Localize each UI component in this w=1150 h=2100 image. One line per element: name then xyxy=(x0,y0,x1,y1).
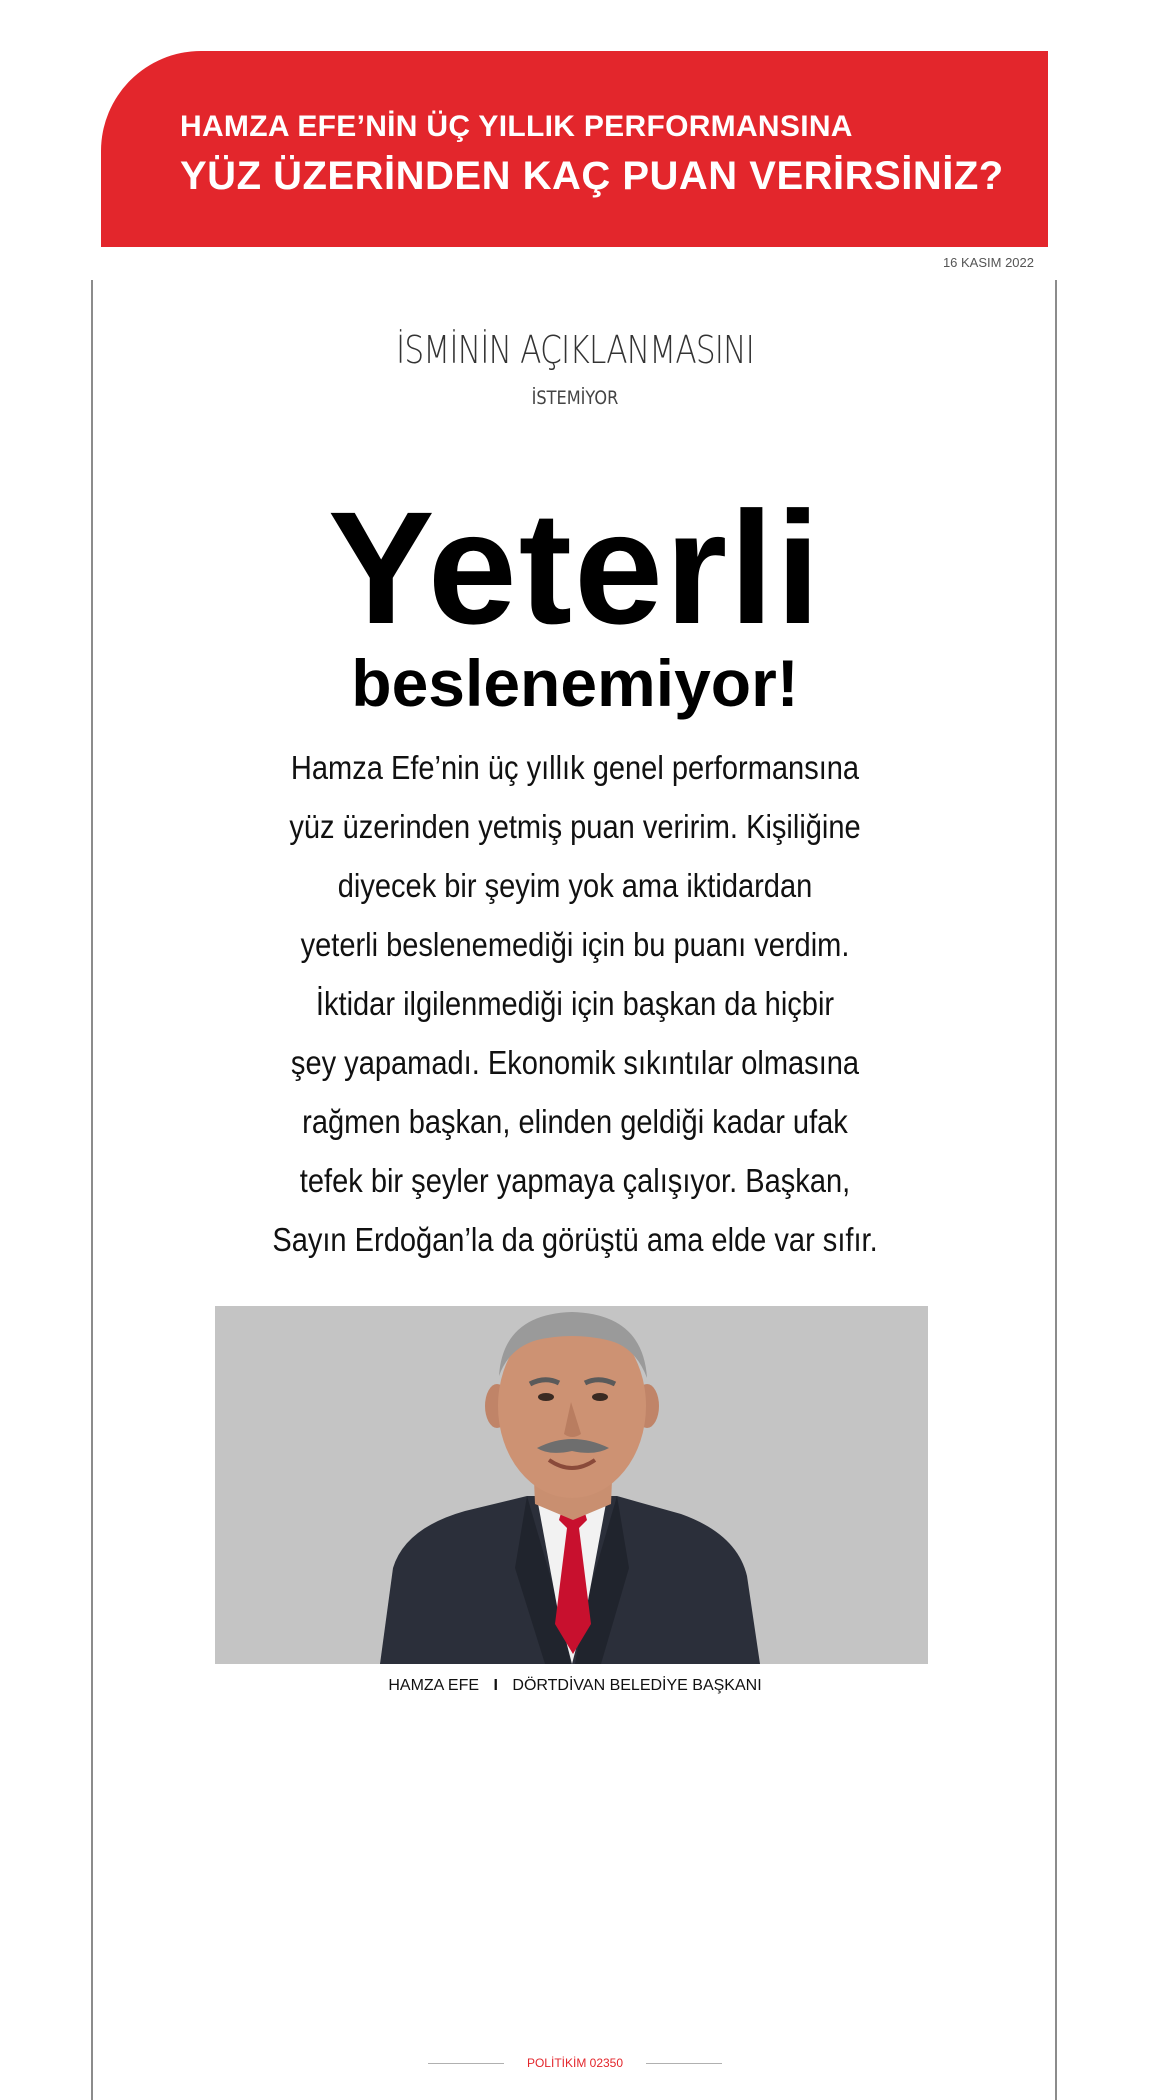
banner-question-line2: YÜZ ÜZERİNDEN KAÇ PUAN VERİRSİNİZ? xyxy=(180,154,1004,198)
quote-line: Hamza Efe’nin üç yıllık genel performansına xyxy=(290,749,860,786)
quote-line: şey yapamadı. Ekonomik sıkıntılar olmasına xyxy=(290,1044,860,1081)
caption-title: DÖRTDİVAN BELEDİYE BAŞKANI xyxy=(512,1677,762,1694)
caption-name: HAMZA EFE xyxy=(388,1677,480,1694)
caption-separator: I xyxy=(493,1677,498,1694)
quote-line: rağmen başkan, elinden geldiği kadar ufak xyxy=(302,1103,848,1140)
question-banner xyxy=(101,51,1048,247)
banner-question-line1: HAMZA EFE’NİN ÜÇ YILLIK PERFORMANSINA xyxy=(180,110,853,143)
footer-right-rule xyxy=(646,2063,722,2064)
footer-label: POLİTİKİM 02350 xyxy=(526,2056,624,2070)
quote-line: Sayın Erdoğan’la da görüştü ama elde var sıfır. xyxy=(272,1221,878,1258)
headline-sub: beslenemiyor! xyxy=(351,646,799,720)
photo-caption xyxy=(0,1677,1150,1695)
publication-date: 16 KASIM 2022 xyxy=(942,255,1034,270)
respondent-label-line2: İSTEMİYOR xyxy=(531,387,619,409)
portrait-illustration xyxy=(215,1306,928,1664)
headline-main: Yeterli xyxy=(327,478,823,657)
quote-line: tefek bir şeyler yapmaya çalışıyor. Başkan, xyxy=(299,1162,851,1199)
quote-body xyxy=(200,738,950,1269)
mayor-portrait-photo xyxy=(215,1306,928,1664)
quote-line: yüz üzerinden yetmiş puan veririm. Kişiliğine xyxy=(289,808,861,845)
quote-line: İktidar ilgilenmediği için başkan da hiçbir xyxy=(315,985,835,1022)
page-footer xyxy=(0,2056,1150,2070)
quote-line: diyecek bir şeyim yok ama iktidardan xyxy=(337,867,813,904)
respondent-label-line1: İSMİNİN AÇIKLANMASINI xyxy=(395,328,755,372)
quote-line: yeterli beslenemediği için bu puanı verdim. xyxy=(300,926,850,963)
footer-left-rule xyxy=(428,2063,504,2064)
